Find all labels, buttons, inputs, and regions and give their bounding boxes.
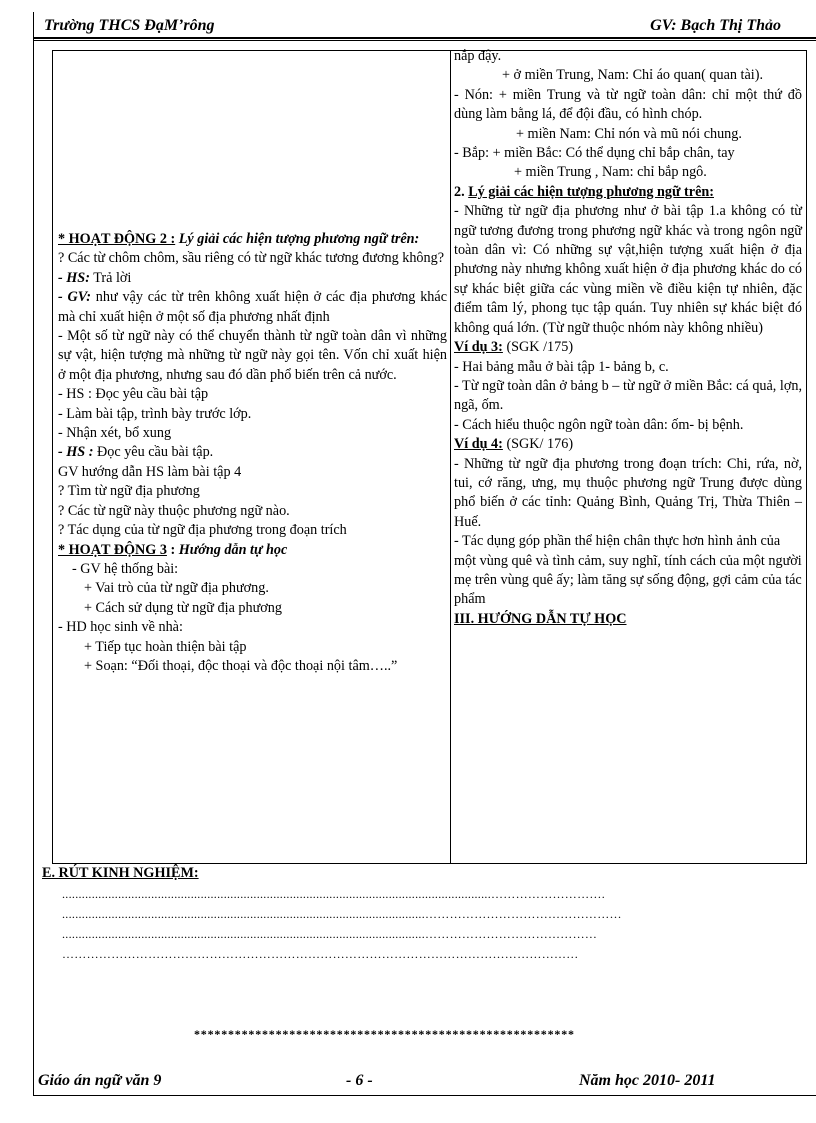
left-line: ? Tác dụng của từ ngữ địa phương trong đoạn trích [58, 522, 347, 539]
right-column [454, 47, 802, 629]
dotted-line: ..............................................................................................................…………………………………… [62, 927, 598, 941]
column-divider [450, 51, 451, 863]
example-4-heading: Ví dụ 4: (SGK/ 176) [454, 436, 574, 453]
left-line: - Nhận xét, bổ xung [58, 425, 172, 442]
star-divider: ******************************************************** [194, 1027, 575, 1041]
footer-year: Năm học 2010- 2011 [579, 1072, 716, 1089]
lesson-table [52, 50, 807, 864]
page-number: - 6 - [346, 1072, 373, 1089]
left-line: + Tiếp tục hoàn thiện bài tập [84, 638, 247, 655]
right-line: - Tác dụng góp phần thể hiện chân thực hơn hình ảnh của một vùng quê và tình cảm, suy nghĩ, tính cách của một người mẹ trên vùng quê ấy; làm tăng sự sống động, gợi cảm của tác phẩm [454, 533, 802, 608]
school-name: Trường THCS ĐạM’rông [44, 17, 215, 34]
left-line: + Soạn: “Đối thoại, độc thoại và độc thoại nội tâm…..” [84, 657, 398, 674]
left-line: GV hướng dẫn HS làm bài tập 4 [58, 463, 242, 480]
teacher-name: GV: Bạch Thị Thảo [650, 17, 781, 34]
activity-3-heading: * HOẠT ĐỘNG 3 : Hướng dẫn tự học [58, 541, 288, 558]
right-line: - Bắp: + miền Bắc: Có thể dụng chỉ bắp chân, tay [454, 145, 735, 162]
right-line: nắp đậy. [454, 48, 502, 64]
left-line: + Cách sử dụng từ ngữ địa phương [84, 599, 282, 616]
left-line: + Vai trò của từ ngữ địa phương. [84, 580, 269, 597]
left-line: ? Các từ chôm chôm, sầu riêng có từ ngữ khác tương đương không? [58, 250, 444, 267]
right-line: - Cách hiểu thuộc ngôn ngữ toàn dân: ốm- bị bệnh. [454, 416, 744, 433]
dotted-line: ..............................................................................................................………………………………………… [62, 907, 622, 921]
section-3-heading: III. HƯỚNG DẪN TỰ HỌC [454, 610, 627, 627]
right-line: - Nón: + miền Trung và từ ngữ toàn dân: chỉ một thứ đồ dùng làm bằng lá, để đội đầu, có hình chóp. [454, 86, 802, 123]
right-line: + ở miền Trung, Nam: Chỉ áo quan( quan tài). [502, 67, 763, 84]
rut-kinh-nghiem-heading: E. RÚT KINH NGHIỆM: [42, 865, 199, 881]
dotted-line: ..................................................................................................................................………………………. [62, 887, 605, 901]
header-rule-thin [34, 40, 816, 41]
left-line: - HS: Trả lời [58, 269, 132, 286]
left-line: - Một số từ ngữ này có thể chuyển thành từ ngữ toàn dân vì những sự vật, hiện tượng mà những từ ngữ này gọi tên. Vốn chỉ xuất hiện ở một địa phương, nhưng sau đó dần phổ biến trên cả nước. [58, 328, 447, 383]
page-header [34, 17, 816, 37]
header-rule [34, 37, 816, 39]
right-line: - Những từ ngữ địa phương như ở bài tập 1.a không có từ ngữ tương đương trong phương ngữ khác và trong ngôn ngữ toàn dân vì: Có những sự vật,hiện tượng xuất hiện ở địa phương này nhưng không xuất hiện ở địa phương khác do có sự khác biệt giữa các vùng miền về điều kiện tự nhiên, đặc điểm tâm lý, phong tục tập quán. Tuy nhiên sự khác biệt đó không quá lớn. (Từ ngữ thuộc nhóm này không nhiều) [454, 203, 802, 336]
left-line: - HS : Đọc yêu cầu bài tập [58, 386, 209, 403]
right-line: - Những từ ngữ địa phương trong đoạn trích: Chi, rứa, nờ, tui, cớ răng, ưng, mụ thuộc phương ngữ Trung được dùng phổ biến ở các tỉnh: Quảng Bình, Quảng Trị, Thừa Thiên – Huế. [454, 455, 802, 530]
activity-2-heading: * HOẠT ĐỘNG 2 : Lý giải các hiện tượng phương ngữ trên: [58, 231, 420, 247]
left-line: - GV hệ thống bài: [72, 560, 179, 577]
left-line: - HS : Đọc yêu cầu bài tập. [58, 444, 214, 461]
left-column [58, 230, 447, 676]
right-line: + miền Nam: Chỉ nón và mũ nói chung. [516, 125, 742, 142]
left-line: - GV: như vậy các từ trên không xuất hiện ở các địa phương khác mà chỉ xuất hiện ở một số địa phương nhất định [58, 289, 447, 325]
left-line: ? Các từ ngữ này thuộc phương ngữ nào. [58, 502, 290, 519]
page [33, 12, 816, 1096]
dotted-line: ……………………………………………………………………………………………………………… [62, 947, 579, 961]
left-line: - HD học sinh về nhà: [58, 619, 183, 636]
left-line: - Làm bài tập, trình bày trước lớp. [58, 405, 252, 422]
section-2-heading: 2. Lý giải các hiện tượng phương ngữ trên: [454, 183, 714, 200]
right-line: - Hai bảng mẫu ở bài tập 1- bảng b, c. [454, 358, 669, 375]
left-line: ? Tìm từ ngữ địa phương [58, 483, 200, 500]
footer-subject: Giáo án ngữ văn 9 [38, 1072, 162, 1089]
right-line: + miền Trung , Nam: chỉ bắp ngô. [514, 164, 707, 181]
right-line: - Từ ngữ toàn dân ở bảng b – từ ngữ ở miền Bắc: cá quả, lợn, ngã, ốm. [454, 377, 802, 414]
example-3-heading: Ví dụ 3: (SGK /175) [454, 339, 574, 356]
